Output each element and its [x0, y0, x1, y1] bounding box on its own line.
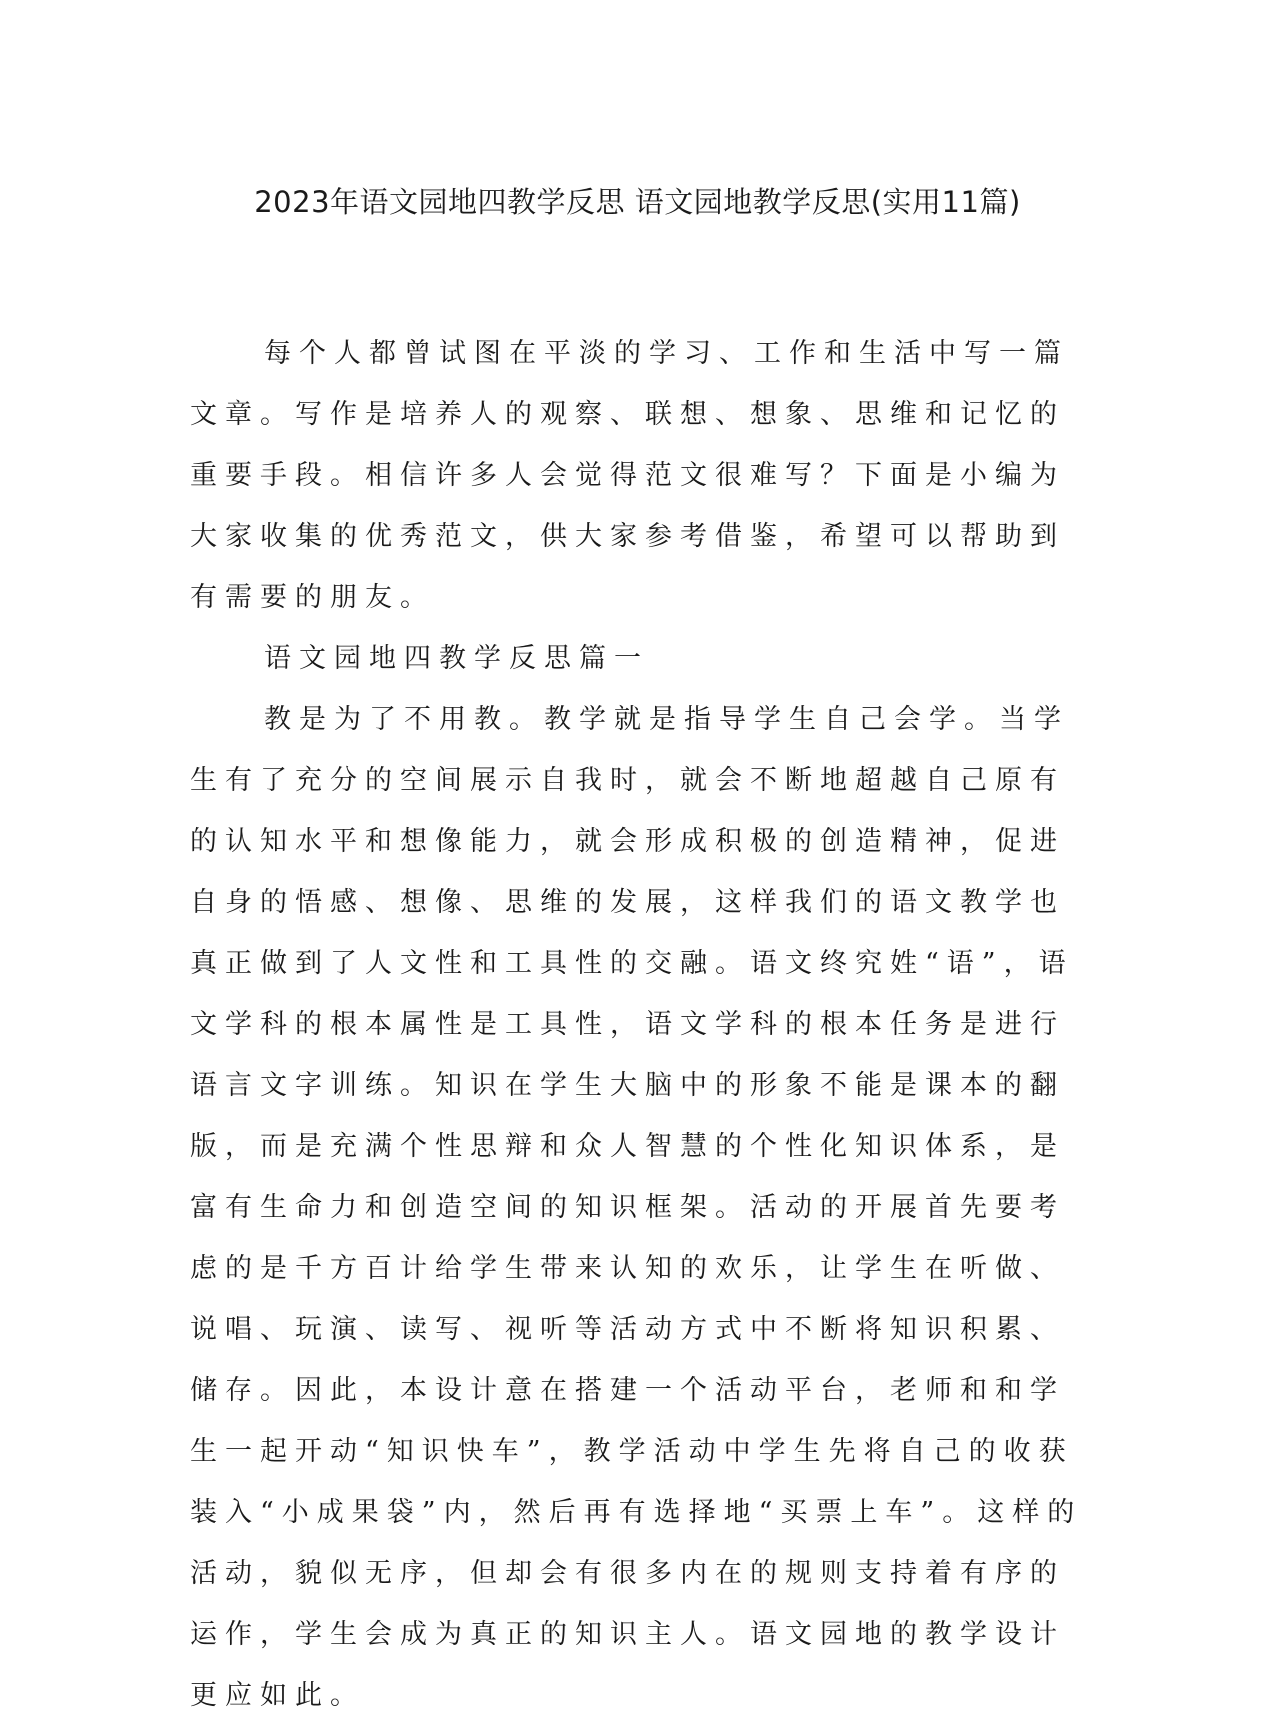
- document-body: [190, 323, 1090, 1726]
- section-heading: 语文园地四教学反思篇一: [264, 643, 649, 674]
- document-title: 2023年语文园地四教学反思 语文园地教学反思(实用11篇): [254, 185, 1021, 219]
- body-paragraph: 教是为了不用教。教学就是指导学生自己会学。当学生有了充分的空间展示自我时，就会不断地超越自己原有的认知水平和想像能力，就会形成积极的创造精神，促进自身的悟感、想像、思维的发展，这样我们的语文教学也真正做到了人文性和工具性的交融。语文终究姓“语”，语文学科的根本属性是工具性，语文学科的根本任务是进行语言文字训练。知识在学生大脑中的形象不能是课本的翻版，而是充满个性思辩和众人智慧的个性化知识体系，是富有生命力和创造空间的知识框架。活动的开展首先要考虑的是千方百计给学生带来认知的欢乐，让学生在听做、说唱、玩演、读写、视听等活动方式中不断将知识积累、储存。因此，本设计意在搭建一个活动平台，老师和和学生一起开动“知识快车”，教学活动中学生先将自己的收获装入“小成果袋”内，然后再有选择地“买票上车”。这样的活动，貌似无序，但却会有很多内在的规则支持着有序的运作，学生会成为真正的知识主人。语文园地的教学设计更应如此。: [190, 704, 1083, 1711]
- intro-paragraph: 每个人都曾试图在平淡的学习、工作和生活中写一篇文章。写作是培养人的观察、联想、想象、思维和记忆的重要手段。相信许多人会觉得范文很难写？下面是小编为大家收集的优秀范文，供大家参考借鉴，希望可以帮助到有需要的朋友。: [190, 338, 1069, 613]
